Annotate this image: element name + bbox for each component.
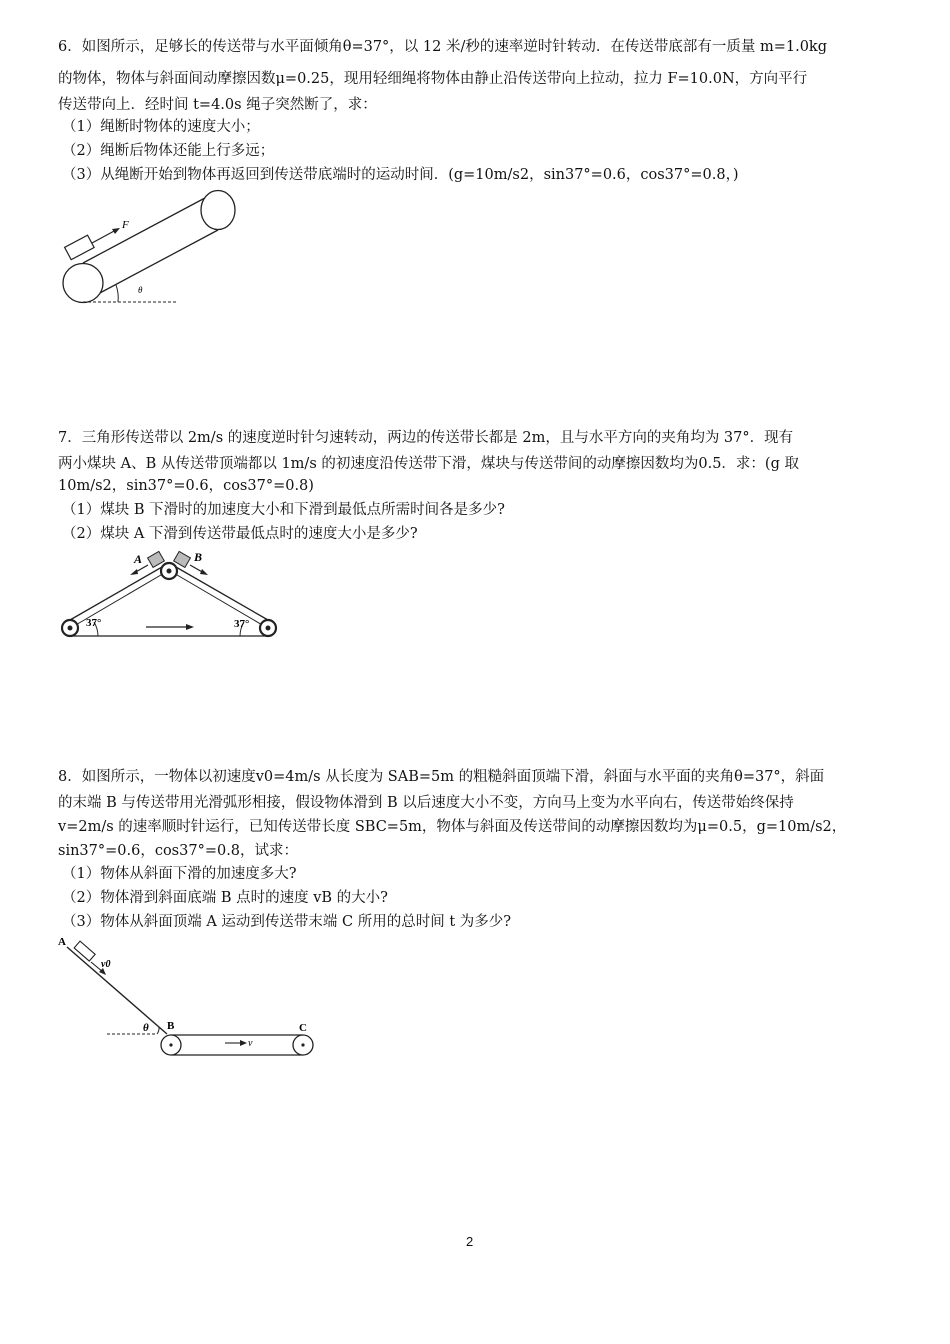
q7-line-2: 两小煤块 A、B 从传送带顶端都以 1m/s 的初速度沿传送带下滑，煤块与传送带间的动摩擦因数均为0.5．求：(g 取 <box>58 456 799 472</box>
left-roller <box>161 1035 181 1055</box>
right-roller <box>293 1035 313 1055</box>
page-number: 2 <box>466 1234 474 1249</box>
left-roller <box>62 620 78 636</box>
q8-line-2: 的末端 B 与传送带用光滑弧形相接，假设物体滑到 B 以后速度大小不变，方向马上变为水平向右，传送带始终保持 <box>58 795 794 811</box>
arrow-icon <box>186 624 194 630</box>
block <box>65 235 95 260</box>
top-roller <box>201 191 235 230</box>
q6-sub-2: （2）绳断后物体还能上行多远； <box>62 143 275 159</box>
q8-line-3: v=2m/s 的速率顺时针运行，已知传送带长度 SBC=5m，物体与斜面及传送带间的动摩擦因数均为μ=0.5，g=10m/s2， <box>58 819 847 835</box>
arrow-icon <box>240 1040 247 1046</box>
angle-left-label: 37° <box>86 617 102 629</box>
force-label: F <box>122 219 129 231</box>
q7-triangle-conveyor-figure <box>58 546 283 646</box>
q7-line-3: 10m/s2，sin37°=0.6，cos37°=0.8) <box>58 478 314 494</box>
angle-right-label: 37° <box>234 618 250 630</box>
q8-sub-3: （3）物体从斜面顶端 A 运动到传送带末端 C 所用的总时间 t 为多少? <box>62 914 512 930</box>
label-b: B <box>194 550 203 564</box>
q6-line-1: 6．如图所示，足够长的传送带与水平面倾角θ=37°，以 12 米/秒的速率逆时针转动．在传送带底部有一质量 m=1.0kg <box>58 39 827 55</box>
v-label: v <box>248 1038 253 1049</box>
q7-line-1: 7．三角形传送带以 2m/s 的速度逆时针匀速转动，两边的传送带长都是 2m，且与水平方向的夹角均为 37°．现有 <box>58 430 794 446</box>
q6-conveyor-figure <box>58 185 258 310</box>
label-b: B <box>167 1020 175 1032</box>
arrow-icon <box>130 569 138 575</box>
q7-sub-2: （2）煤块 A 下滑到传送带最低点时的速度大小是多少? <box>62 526 418 542</box>
q6-sub-1: （1）绳断时物体的速度大小； <box>62 119 260 135</box>
v0-label: v0 <box>101 959 111 970</box>
top-roller <box>161 563 177 579</box>
arrow-icon <box>200 569 208 575</box>
q8-sub-2: （2）物体滑到斜面底端 B 点时的速度 vB 的大小? <box>62 890 388 906</box>
right-roller <box>260 620 276 636</box>
block-a <box>148 551 165 567</box>
label-a: A <box>58 936 66 948</box>
label-c: C <box>299 1022 307 1034</box>
q7-sub-1: （1）煤块 B 下滑时的加速度大小和下滑到最低点所需时间各是多少? <box>62 502 505 518</box>
q6-line-2: 的物体，物体与斜面间动摩擦因数μ=0.25，现用轻细绳将物体由静止沿传送带向上拉动，拉力 F=10.0N，方向平行 <box>58 71 808 87</box>
q8-line-4: sin37°=0.6，cos37°=0.8，试求： <box>58 843 299 859</box>
block <box>74 941 95 961</box>
theta-label: θ <box>138 285 143 295</box>
q8-line-1: 8．如图所示，一物体以初速度v0=4m/s 从长度为 SAB=5m 的粗糙斜面顶端下滑，斜面与水平面的夹角θ=37°，斜面 <box>58 769 825 785</box>
q8-incline-conveyor-figure <box>55 935 320 1065</box>
theta-label: θ <box>143 1022 149 1034</box>
label-a: A <box>134 552 143 566</box>
q6-line-3: 传送带向上．经时间 t=4.0s 绳子突然断了，求： <box>58 97 377 113</box>
q8-sub-1: （1）物体从斜面下滑的加速度多大? <box>62 866 297 882</box>
block-b <box>174 551 191 567</box>
q6-sub-3: （3）从绳断开始到物体再返回到传送带底端时的运动时间．(g=10m/s2，sin37°=0.6，cos37°=0.8，) <box>62 167 739 183</box>
bottom-roller <box>63 264 103 303</box>
